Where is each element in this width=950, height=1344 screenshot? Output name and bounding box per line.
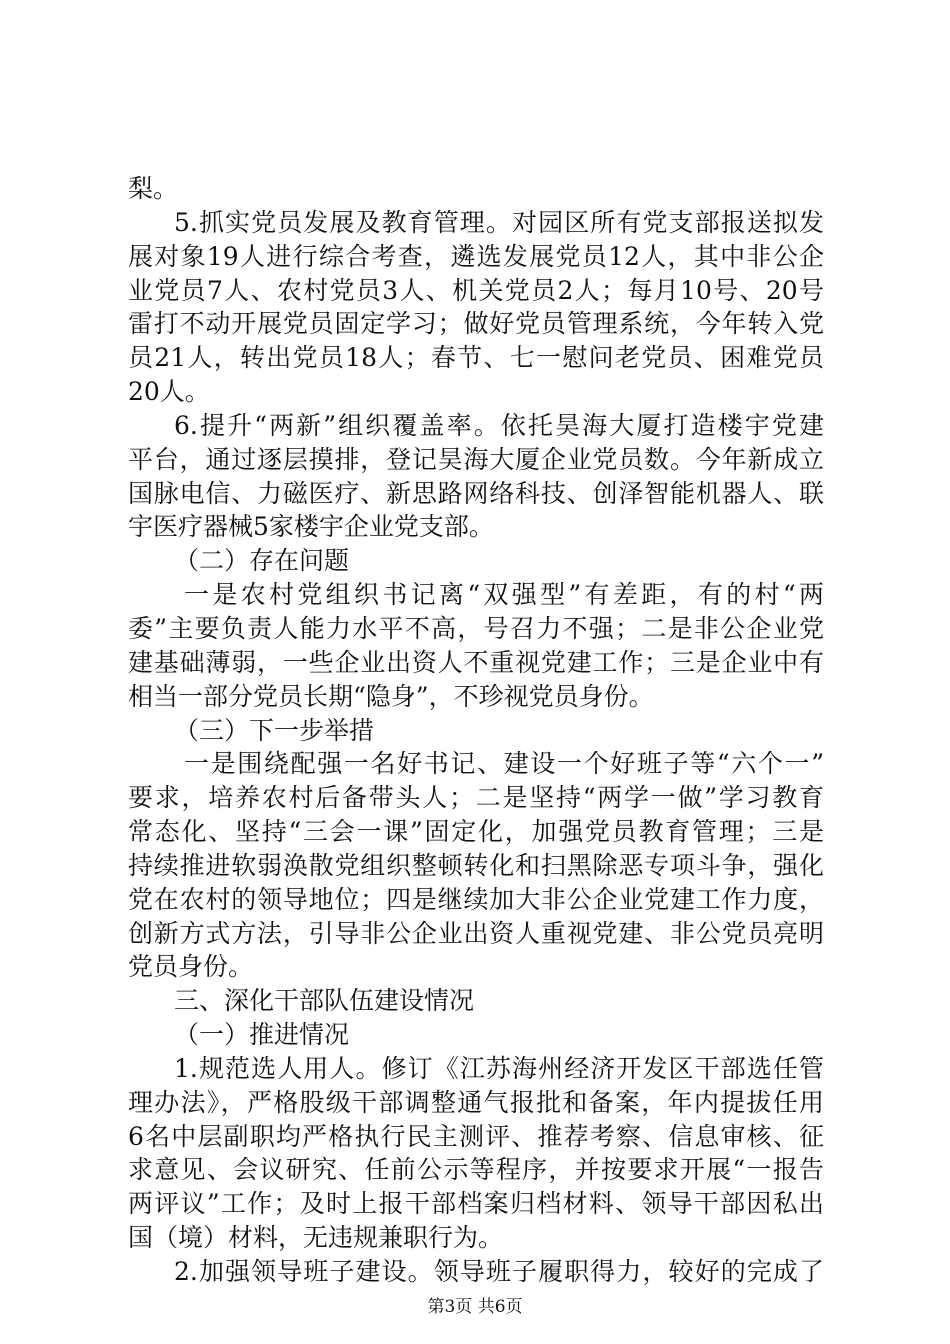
text-line: 建基础薄弱，一些企业出资人不重视党建工作；三是企业中有 (128, 647, 824, 677)
text-line: 20人。 (128, 377, 210, 407)
text-line: 求意见、会议研究、任前公示等程序，并按要求开展“一报告 (128, 1155, 824, 1185)
text-line: 6名中层副职均严格执行民主测评、推荐考察、信息审核、征 (128, 1121, 824, 1151)
text-line: 梨。 (128, 174, 179, 203)
text-line: （三）下一步举措 (174, 715, 375, 745)
text-line: 宇医疗器械5家楼宇企业党支部。 (128, 512, 494, 542)
text-line: 党员身份。 (128, 952, 254, 982)
text-line: （二）存在问题 (174, 546, 350, 576)
text-line: 委”主要负责人能力水平不高，号召力不强；二是非公企业党 (128, 613, 824, 643)
text-line: 创新方式方法，引导非公企业出资人重视党建、非公党员亮明 (128, 918, 824, 948)
text-line: （一）推进情况 (174, 1020, 350, 1050)
text-line: 雷打不动开展党员固定学习；做好党员管理系统，今年转入党 (128, 309, 824, 339)
text-line: 国脉电信、力磁医疗、新思路网络科技、创泽智能机器人、联 (128, 478, 824, 508)
text-line: 平台，通过逐层摸排，登记昊海大厦企业党员数。今年新成立 (128, 444, 824, 474)
body-text (128, 172, 824, 1289)
text-line: 要求，培养农村后备带头人；二是坚持“两学一做”学习教育 (128, 783, 824, 813)
text-line: 业党员7人、农村党员3人、机关党员2人；每月10号、20号 (128, 275, 824, 305)
text-line: 相当一部分党员长期“隐身”，不珍视党员身份。 (128, 681, 654, 711)
text-line: 两评议”工作；及时上报干部档案归档材料、领导干部因私出 (128, 1189, 824, 1219)
text-line: 5.抓实党员发展及教育管理。对园区所有党支部报送拟发 (174, 207, 824, 237)
text-line: 常态化、坚持“三会一课”固定化，加强党员教育管理；三是 (128, 817, 824, 847)
text-line: 员21人，转出党员18人；春节、七一慰问老党员、困难党员 (128, 343, 824, 373)
text-line: 展对象19人进行综合考查，遴选发展党员12人，其中非公企 (128, 241, 824, 271)
text-line: 6.提升“两新”组织覆盖率。依托昊海大厦打造楼宇党建 (174, 410, 824, 440)
text-line: 一是围绕配强一名好书记、建设一个好班子等“六个一” (184, 749, 824, 779)
text-line: 理办法》，严格股级干部调整通气报批和备案，年内提拔任用 (128, 1087, 824, 1117)
text-line: 1.规范选人用人。修订《江苏海州经济开发区干部选任管 (174, 1053, 824, 1083)
text-line: 持续推进软弱涣散党组织整顿转化和扫黑除恶专项斗争，强化 (128, 850, 824, 880)
text-line: 2.加强领导班子建设。领导班子履职得力，较好的完成了 (174, 1257, 824, 1286)
text-line: 国（境）材料，无违规兼职行为。 (128, 1223, 504, 1253)
page-footer: 第3页 共6页 (427, 1297, 523, 1317)
text-line: 党在农村的领导地位；四是继续加大非公企业党建工作力度， (128, 884, 824, 914)
text-line: 三、深化干部队伍建设情况 (174, 986, 475, 1016)
text-line: 一是农村党组织书记离“双强型”有差距，有的村“两 (184, 580, 824, 610)
